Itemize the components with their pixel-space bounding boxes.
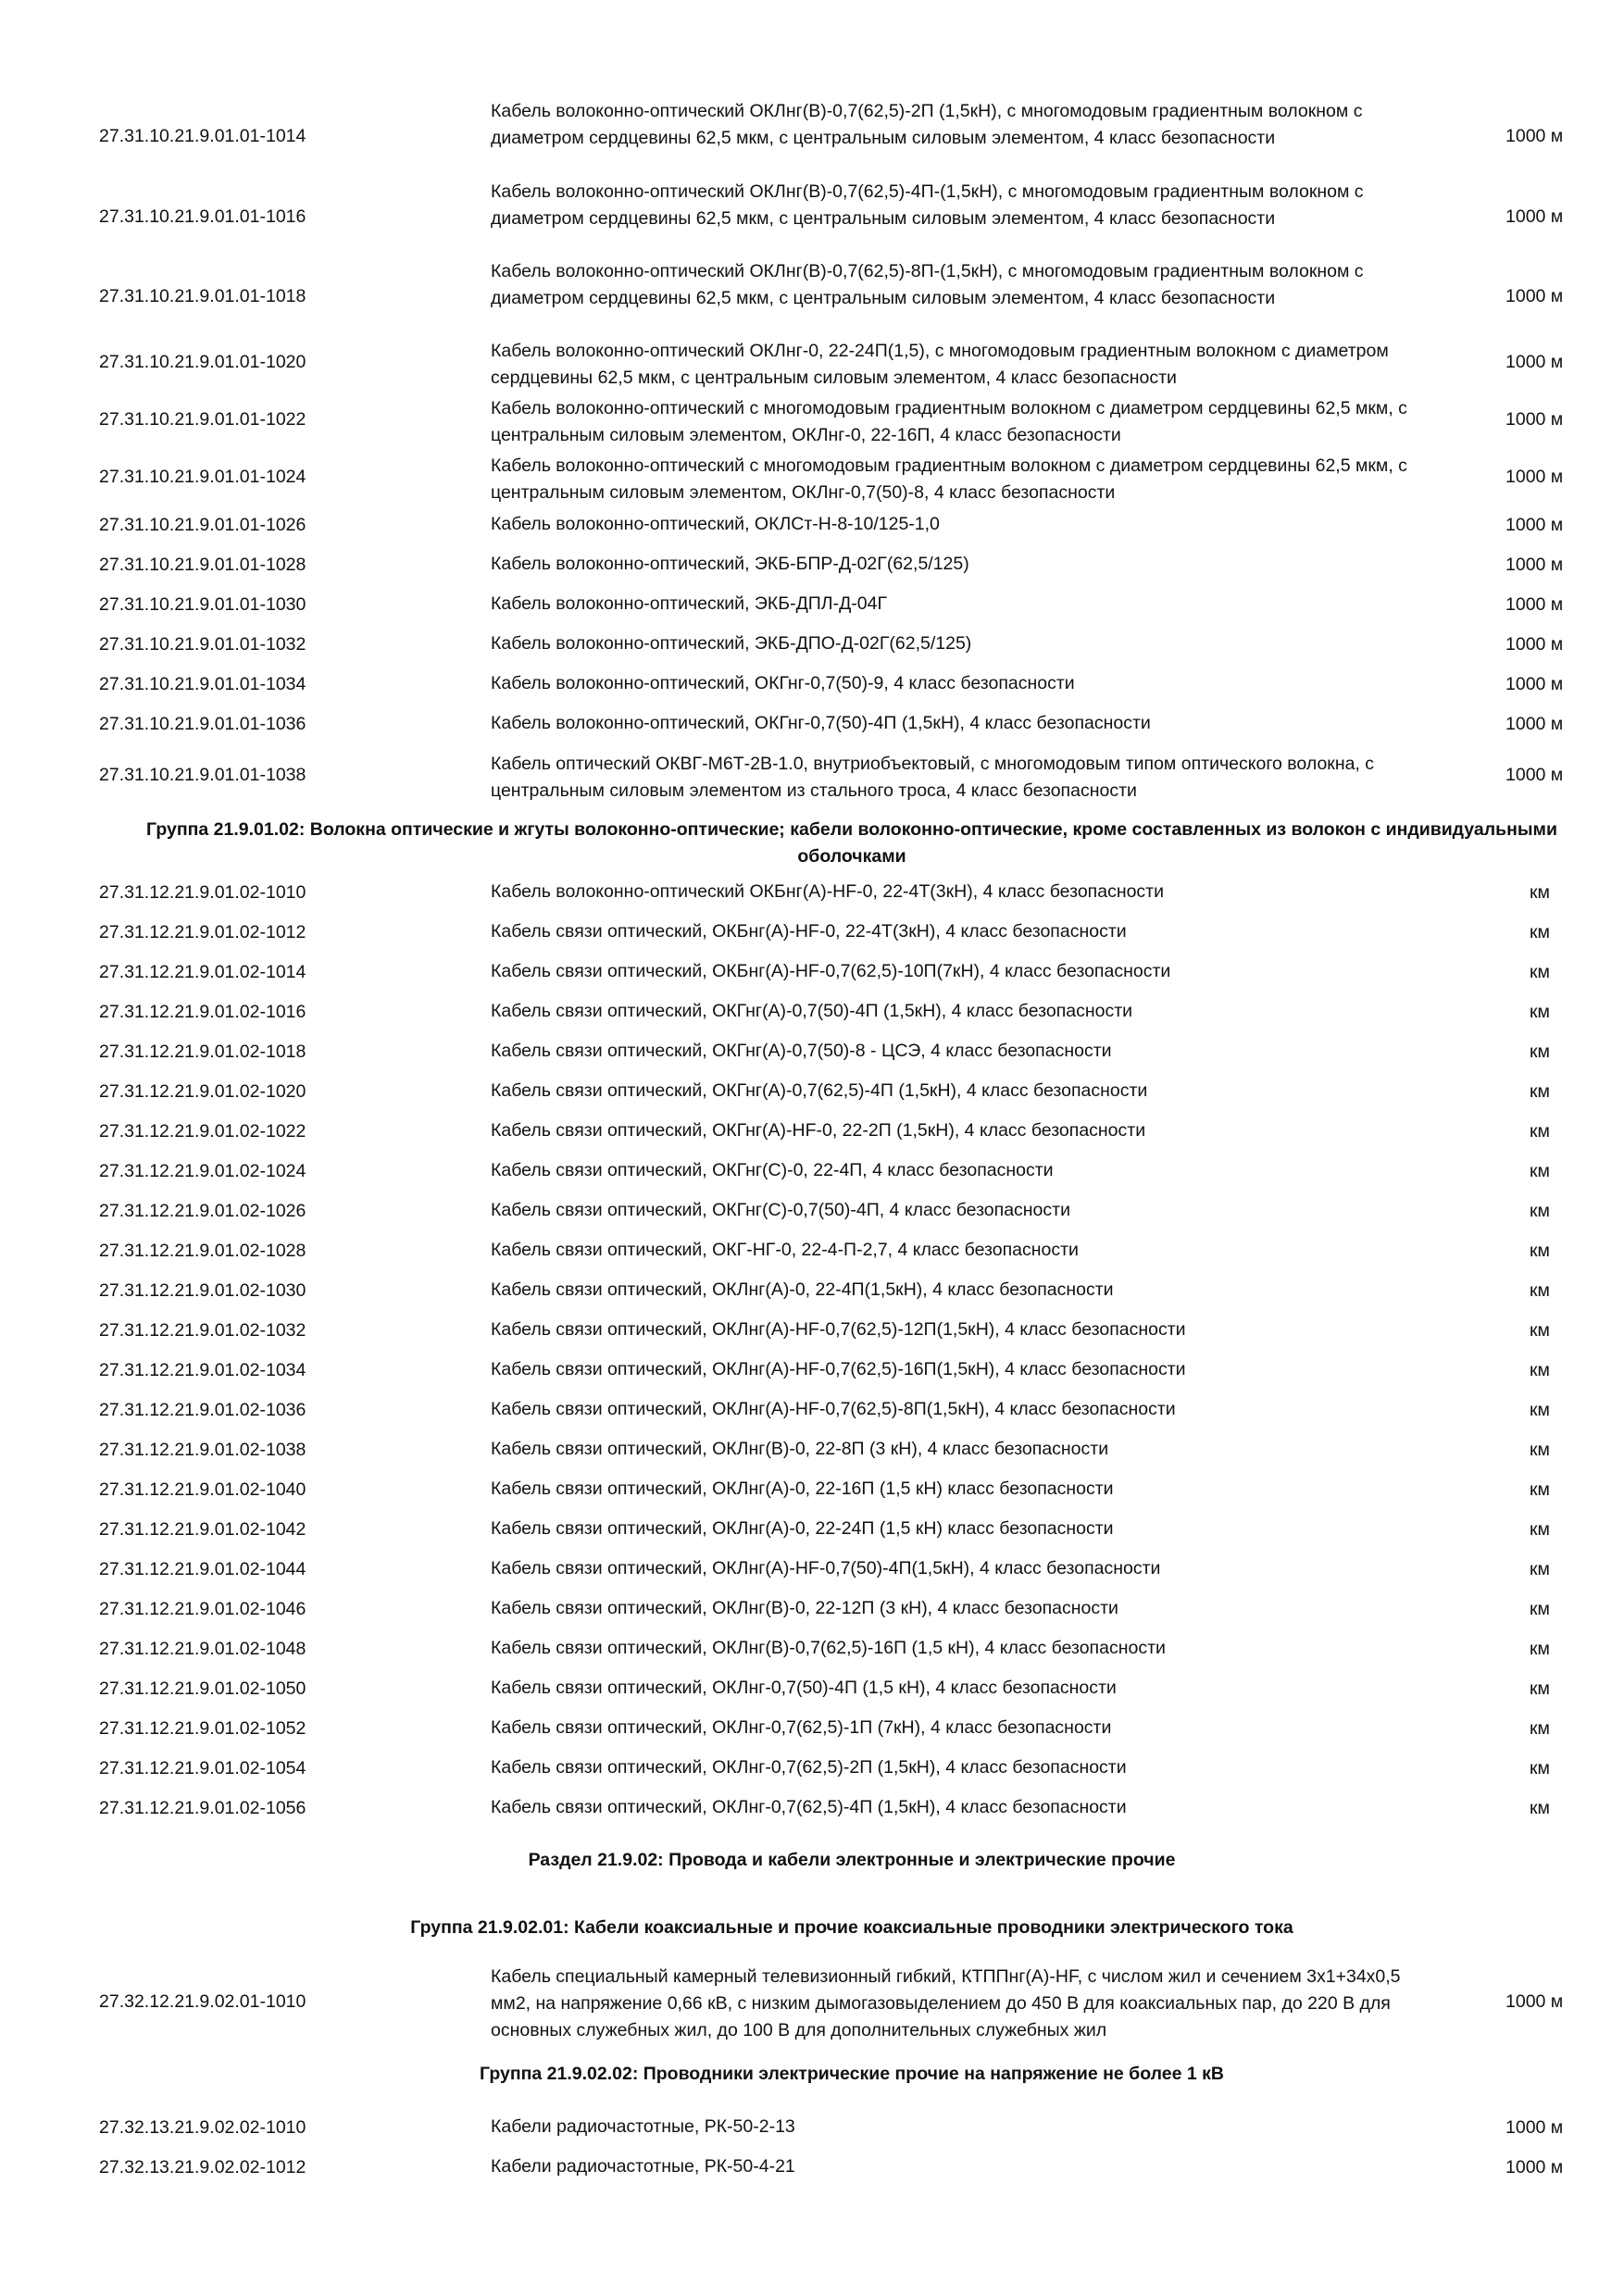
resource-unit: км	[1530, 1639, 1550, 1659]
group-heading: Группа 21.9.02.01: Кабели коаксиальные и прочие коаксиальные проводники электрического тока	[410, 1917, 1293, 1938]
resource-unit: км	[1530, 1081, 1550, 1102]
resource-unit: км	[1530, 1121, 1550, 1142]
resource-unit: 1000 м	[1505, 1991, 1564, 2012]
table-row	[0, 1479, 1624, 1509]
resource-description: Кабель волоконно-оптический ОКЛнг(В)-0,7(62,5)-8П-(1,5кН), с многомодовым градиентным волокном с диаметром сердцевины 62,5 мкм, с центральным силовым элементом, 4 класс безопасности	[491, 261, 1364, 308]
resource-description: Кабель связи оптический, ОКЛнг(А)-0, 22-24П (1,5 кН) класс безопасности	[491, 1518, 1114, 1539]
resource-unit: км	[1530, 1599, 1550, 1619]
table-row	[0, 1678, 1624, 1708]
resource-description: Кабель связи оптический, ОКБнг(А)-HF-0, 22-4Т(3кН), 4 класс безопасности	[491, 921, 1127, 942]
resource-description: Кабель волоконно-оптический ОКБнг(А)-HF-0, 22-4Т(3кН), 4 класс безопасности	[491, 881, 1165, 902]
resource-description: Кабель волоконно-оптический, ЭКБ-ДПО-Д-02Г(62,5/125)	[491, 633, 972, 654]
resource-code: 27.31.12.21.9.01.02-1020	[99, 1081, 306, 1102]
resource-description: Кабель связи оптический, ОКЛнг(В)-0, 22-12П (3 кН), 4 класс безопасности	[491, 1598, 1118, 1618]
resource-description: Кабель волоконно-оптический, ОКГнг-0,7(50)-4П (1,5кН), 4 класс безопасности	[491, 713, 1151, 733]
resource-description: Кабель связи оптический, ОКЛнг-0,7(62,5)-4П (1,5кН), 4 класс безопасности	[491, 1797, 1127, 1817]
table-row	[0, 1360, 1624, 1390]
resource-code: 27.31.12.21.9.01.02-1022	[99, 1121, 306, 1142]
resource-code: 27.32.12.21.9.02.01-1010	[99, 1991, 306, 2012]
resource-code: 27.31.10.21.9.01.01-1030	[99, 594, 306, 615]
resource-code: 27.31.12.21.9.01.02-1014	[99, 962, 306, 982]
resource-description: Кабель связи оптический, ОКГ-НГ-0, 22-4-П-2,7, 4 класс безопасности	[491, 1240, 1079, 1260]
resource-code: 27.31.10.21.9.01.01-1028	[99, 555, 306, 575]
table-row	[0, 555, 1624, 584]
resource-unit: км	[1530, 1559, 1550, 1579]
resource-code: 27.31.12.21.9.01.02-1040	[99, 1479, 306, 1500]
resource-unit: 1000 м	[1505, 634, 1564, 655]
table-row	[0, 1121, 1624, 1151]
resource-code: 27.32.13.21.9.02.02-1012	[99, 2157, 306, 2177]
resource-description: Кабель связи оптический, ОКЛнг(А)-HF-0,7(62,5)-12П(1,5кН), 4 класс безопасности	[491, 1319, 1186, 1340]
resource-code: 27.31.12.21.9.01.02-1030	[99, 1280, 306, 1301]
table-row	[0, 962, 1624, 992]
resource-unit: км	[1530, 1718, 1550, 1739]
resource-description: Кабель связи оптический, ОКБнг(А)-HF-0,7(62,5)-10П(7кН), 4 класс безопасности	[491, 961, 1171, 981]
resource-code: 27.31.10.21.9.01.01-1032	[99, 634, 306, 655]
table-row	[0, 1042, 1624, 1071]
table-row	[0, 1599, 1624, 1628]
resource-unit: км	[1530, 1161, 1550, 1181]
resource-description: Кабель связи оптический, ОКЛнг(А)-HF-0,7(50)-4П(1,5кН), 4 класс безопасности	[491, 1558, 1161, 1578]
resource-description: Кабель оптический ОКВГ-М6Т-2В-1.0, внутриобъектовый, с многомодовым типом оптического волокна, с центральным силовым элементом из стального троса, 4 класс безопасности	[491, 754, 1375, 801]
resource-description: Кабель связи оптический, ОКГнг(А)-0,7(50)-8 - ЦСЭ, 4 класс безопасности	[491, 1041, 1112, 1061]
resource-code: 27.31.12.21.9.01.02-1012	[99, 922, 306, 942]
resource-code: 27.31.12.21.9.01.02-1044	[99, 1559, 306, 1579]
resource-code: 27.31.10.21.9.01.01-1016	[99, 206, 306, 227]
section-heading: Раздел 21.9.02: Провода и кабели электронные и электрические прочие	[528, 1850, 1176, 1870]
resource-unit: 1000 м	[1505, 126, 1564, 146]
resource-unit: 1000 м	[1505, 594, 1564, 615]
resource-description: Кабель волоконно-оптический ОКЛнг(В)-0,7(62,5)-4П-(1,5кН), с многомодовым градиентным волокном с диаметром сердцевины 62,5 мкм, с центральным силовым элементом, 4 класс безопасности	[491, 181, 1364, 229]
resource-code: 27.31.10.21.9.01.01-1036	[99, 714, 306, 734]
group-heading: Группа 21.9.02.02: Проводники электрические прочие на напряжение не более 1 кВ	[480, 2064, 1224, 2084]
table-row	[0, 634, 1624, 664]
resource-description: Кабель связи оптический, ОКЛнг(А)-0, 22-4П(1,5кН), 4 класс безопасности	[491, 1279, 1114, 1300]
table-row	[0, 258, 1624, 340]
resource-code: 27.31.12.21.9.01.02-1052	[99, 1718, 306, 1739]
resource-code: 27.31.12.21.9.01.02-1048	[99, 1639, 306, 1659]
resource-unit: км	[1530, 1440, 1550, 1460]
resource-unit: 1000 м	[1505, 765, 1564, 785]
resource-code: 27.32.13.21.9.02.02-1010	[99, 2117, 306, 2138]
resource-description: Кабель связи оптический, ОКЛнг(А)-HF-0,7(62,5)-8П(1,5кН), 4 класс безопасности	[491, 1399, 1176, 1419]
resource-unit: 1000 м	[1505, 515, 1564, 535]
resource-code: 27.31.10.21.9.01.01-1026	[99, 515, 306, 535]
resource-description: Кабель связи оптический, ОКГнг(А)-HF-0, 22-2П (1,5кН), 4 класс безопасности	[491, 1120, 1146, 1141]
resource-code: 27.31.12.21.9.01.02-1042	[99, 1519, 306, 1540]
resource-unit: км	[1530, 1519, 1550, 1540]
table-row	[0, 179, 1624, 260]
resource-unit: 1000 м	[1505, 674, 1564, 694]
table-row	[0, 1161, 1624, 1191]
resource-code: 27.31.12.21.9.01.02-1018	[99, 1042, 306, 1062]
table-row	[0, 1559, 1624, 1589]
resource-unit: 1000 м	[1505, 352, 1564, 372]
resource-code: 27.31.10.21.9.01.01-1018	[99, 286, 306, 306]
table-row	[0, 1440, 1624, 1469]
resource-code: 27.31.10.21.9.01.01-1024	[99, 467, 306, 487]
table-row	[0, 1718, 1624, 1748]
table-row	[0, 395, 1624, 451]
resource-code: 27.31.12.21.9.01.02-1046	[99, 1599, 306, 1619]
resource-unit: 1000 м	[1505, 2117, 1564, 2138]
table-row	[0, 1241, 1624, 1270]
resource-unit: 1000 м	[1505, 2157, 1564, 2177]
resource-description: Кабель связи оптический, ОКЛнг-0,7(50)-4П (1,5 кН), 4 класс безопасности	[491, 1678, 1117, 1698]
resource-unit: км	[1530, 1678, 1550, 1699]
table-row	[0, 1400, 1624, 1429]
resource-unit: км	[1530, 1400, 1550, 1420]
resource-description: Кабель волоконно-оптический, ЭКБ-ДПЛ-Д-04Г	[491, 593, 888, 614]
resource-description: Кабель связи оптический, ОКЛнг-0,7(62,5)-1П (7кН), 4 класс безопасности	[491, 1717, 1112, 1738]
resource-unit: км	[1530, 1280, 1550, 1301]
resource-unit: км	[1530, 882, 1550, 903]
resource-description: Кабель связи оптический, ОКЛнг-0,7(62,5)-2П (1,5кН), 4 класс безопасности	[491, 1757, 1127, 1778]
table-row	[0, 1081, 1624, 1111]
resource-unit: км	[1530, 1479, 1550, 1500]
resource-code: 27.31.12.21.9.01.02-1028	[99, 1241, 306, 1261]
resource-code: 27.31.12.21.9.01.02-1050	[99, 1678, 306, 1699]
resource-description: Кабель связи оптический, ОКГнг(С)-0,7(50)-4П, 4 класс безопасности	[491, 1200, 1070, 1220]
resource-description: Кабель связи оптический, ОКГнг(А)-0,7(62,5)-4П (1,5кН), 4 класс безопасности	[491, 1080, 1148, 1101]
resource-unit: км	[1530, 1320, 1550, 1341]
resource-unit: км	[1530, 1201, 1550, 1221]
resource-description: Кабель специальный камерный телевизионный гибкий, КТППнг(А)-HF, с числом жил и сечением 3х1+34х0,5 мм2, на напряжение 0,66 кВ, с низким дымогазовыделением до 450 В для коаксиальных пар, до 220 В для основных служебных жил, до 100 В для дополнительных служебных жил	[491, 1966, 1401, 2040]
resource-unit: км	[1530, 1002, 1550, 1022]
resource-description: Кабель связи оптический, ОКЛнг(А)-HF-0,7(62,5)-16П(1,5кН), 4 класс безопасности	[491, 1359, 1186, 1379]
resource-description: Кабель волоконно-оптический, ОКГнг-0,7(50)-9, 4 класс безопасности	[491, 673, 1075, 693]
table-row	[0, 1758, 1624, 1788]
resource-unit: км	[1530, 1241, 1550, 1261]
resource-unit: 1000 м	[1505, 206, 1564, 227]
resource-description: Кабель связи оптический, ОКГнг(А)-0,7(50)-4П (1,5кН), 4 класс безопасности	[491, 1001, 1133, 1021]
resource-code: 27.31.12.21.9.01.02-1038	[99, 1440, 306, 1460]
table-row	[0, 1639, 1624, 1668]
resource-code: 27.31.10.21.9.01.01-1034	[99, 674, 306, 694]
resource-description: Кабель волоконно-оптический ОКЛнг(В)-0,7(62,5)-2П (1,5кН), с многомодовым градиентным волокном с диаметром сердцевины 62,5 мкм, с центральным силовым элементом, 4 класс безопасности	[491, 101, 1363, 148]
resource-unit: 1000 м	[1505, 555, 1564, 575]
resource-code: 27.31.10.21.9.01.01-1022	[99, 409, 306, 430]
resource-code: 27.31.12.21.9.01.02-1036	[99, 1400, 306, 1420]
resource-description: Кабель волоконно-оптический ОКЛнг-0, 22-24П(1,5), с многомодовым градиентным волокном с диаметром сердцевины 62,5 мкм, с центральным силовым элементом, 4 класс безопасности	[491, 341, 1389, 388]
group-heading: Группа 21.9.01.02: Волокна оптические и жгуты волоконно-оптические; кабели волоконно-оптические, кроме составленных из волокон с индивидуальными оболочками	[146, 819, 1557, 867]
resource-description: Кабель связи оптический, ОКЛнг(А)-0, 22-16П (1,5 кН) класс безопасности	[491, 1479, 1114, 1499]
resource-description: Кабель связи оптический, ОКЛнг(В)-0,7(62,5)-16П (1,5 кН), 4 класс безопасности	[491, 1638, 1166, 1658]
resource-code: 27.31.12.21.9.01.02-1054	[99, 1758, 306, 1778]
resource-unit: 1000 м	[1505, 409, 1564, 430]
table-row	[0, 1519, 1624, 1549]
resource-unit: км	[1530, 1758, 1550, 1778]
resource-unit: км	[1530, 1042, 1550, 1062]
resource-unit: км	[1530, 962, 1550, 982]
resource-description: Кабель волоконно-оптический, ЭКБ-БПР-Д-02Г(62,5/125)	[491, 554, 969, 574]
resource-code: 27.31.12.21.9.01.02-1056	[99, 1798, 306, 1818]
resource-code: 27.31.12.21.9.01.02-1026	[99, 1201, 306, 1221]
resource-code: 27.31.12.21.9.01.02-1016	[99, 1002, 306, 1022]
resource-code: 27.31.10.21.9.01.01-1020	[99, 352, 306, 372]
resource-unit: 1000 м	[1505, 467, 1564, 487]
resource-description: Кабель волоконно-оптический, ОКЛСт-Н-8-10/125-1,0	[491, 514, 940, 534]
resource-code: 27.31.10.21.9.01.01-1014	[99, 126, 306, 146]
table-row	[0, 922, 1624, 952]
table-row	[0, 2117, 1624, 2147]
resource-unit: км	[1530, 1798, 1550, 1818]
resource-unit: км	[1530, 922, 1550, 942]
table-row	[0, 714, 1624, 743]
table-row	[0, 338, 1624, 393]
resource-code: 27.31.12.21.9.01.02-1024	[99, 1161, 306, 1181]
resource-unit: 1000 м	[1505, 714, 1564, 734]
table-row	[0, 98, 1624, 180]
resource-description: Кабели радиочастотные, РК-50-2-13	[491, 2116, 795, 2137]
table-row	[0, 1280, 1624, 1310]
table-row	[0, 1002, 1624, 1031]
resource-description: Кабель связи оптический, ОКЛнг(В)-0, 22-8П (3 кН), 4 класс безопасности	[491, 1439, 1109, 1459]
resource-unit: км	[1530, 1360, 1550, 1380]
table-row	[0, 1964, 1624, 2047]
table-row	[0, 751, 1624, 806]
resource-code: 27.31.12.21.9.01.02-1010	[99, 882, 306, 903]
resource-description: Кабели радиочастотные, РК-50-4-21	[491, 2156, 795, 2177]
resource-description: Кабель волоконно-оптический с многомодовым градиентным волокном с диаметром сердцевины 62,5 мкм, с центральным силовым элементом, ОКЛнг-0,7(50)-8, 4 класс безопасности	[491, 455, 1407, 503]
table-row	[0, 1798, 1624, 1828]
resource-description: Кабель волоконно-оптический с многомодовым градиентным волокном с диаметром сердцевины 62,5 мкм, с центральным силовым элементом, ОКЛнг-0, 22-16П, 4 класс безопасности	[491, 398, 1407, 445]
table-row	[0, 515, 1624, 544]
resource-code: 27.31.12.21.9.01.02-1034	[99, 1360, 306, 1380]
resource-code: 27.31.12.21.9.01.02-1032	[99, 1320, 306, 1341]
table-row	[0, 1320, 1624, 1350]
resource-code: 27.31.10.21.9.01.01-1038	[99, 765, 306, 785]
table-row	[0, 674, 1624, 704]
table-row	[0, 594, 1624, 624]
table-row	[0, 1201, 1624, 1230]
resource-unit: 1000 м	[1505, 286, 1564, 306]
table-row	[0, 882, 1624, 912]
table-row	[0, 2157, 1624, 2187]
resource-description: Кабель связи оптический, ОКГнг(С)-0, 22-4П, 4 класс безопасности	[491, 1160, 1054, 1180]
table-row	[0, 453, 1624, 508]
